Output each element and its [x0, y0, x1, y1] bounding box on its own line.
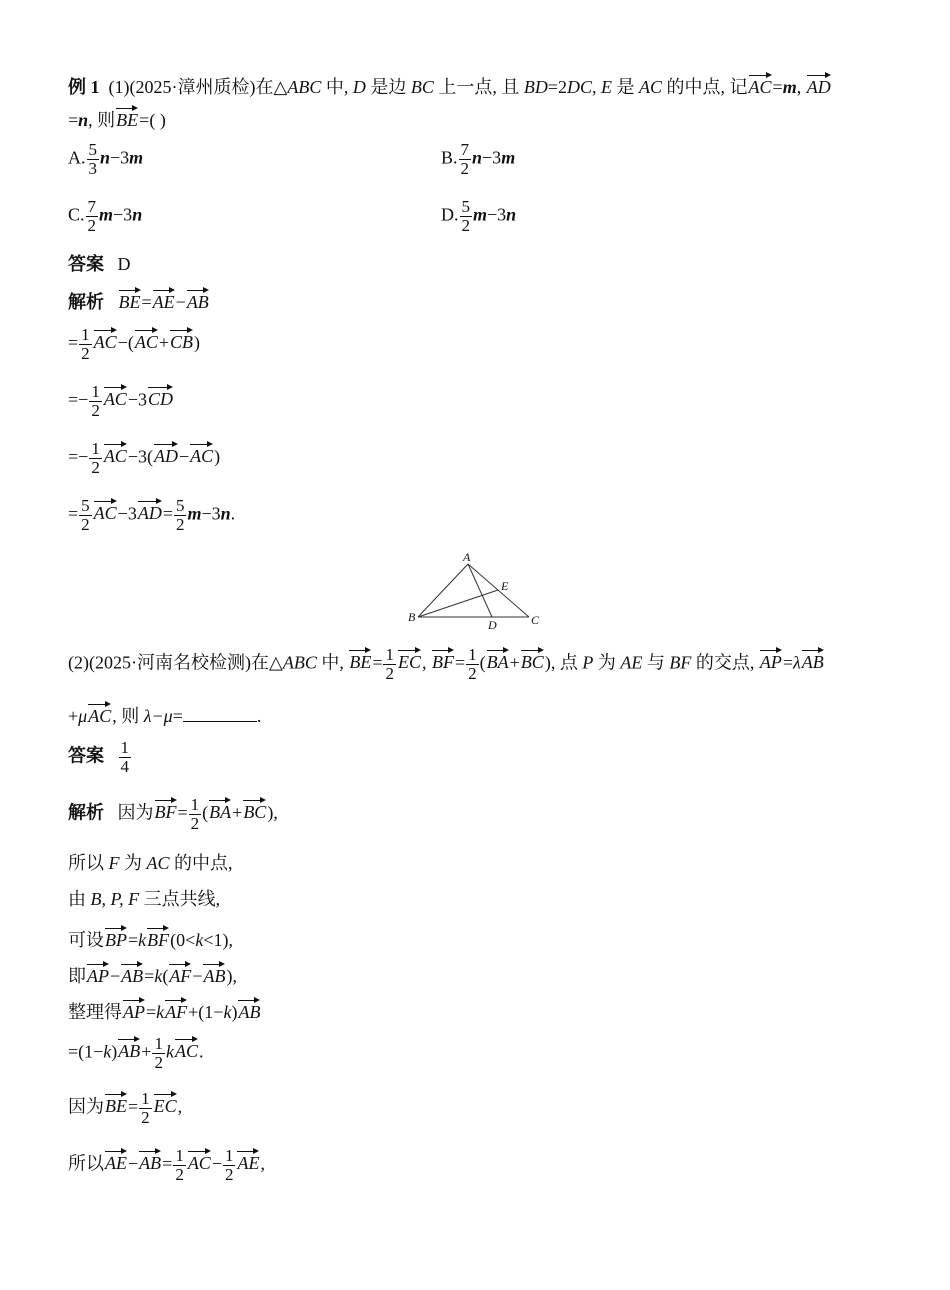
- example-label: 例 1: [68, 77, 100, 97]
- vector: AC: [190, 441, 213, 465]
- option-label: D.: [441, 204, 459, 225]
- op: =: [141, 292, 152, 312]
- op: =: [172, 706, 183, 726]
- answer-label: 答案: [68, 254, 104, 274]
- fraction: [223, 1147, 236, 1184]
- var-k: k: [165, 1041, 174, 1062]
- answer-label: 答案: [68, 745, 104, 766]
- op: ),: [226, 966, 237, 986]
- q2-text: 在△: [250, 652, 283, 673]
- triangle-figure: [400, 548, 550, 634]
- op: −: [128, 1153, 139, 1174]
- op: =: [455, 652, 466, 673]
- option-a: [68, 141, 143, 178]
- frac-den: 2: [87, 215, 97, 235]
- q1-point-e: E: [601, 77, 613, 97]
- vector: AC: [135, 327, 158, 351]
- vector: AB: [118, 1036, 140, 1060]
- frac-den: 2: [175, 514, 185, 534]
- solution-label: 解析: [68, 802, 104, 823]
- op: .: [256, 706, 262, 726]
- op: −: [211, 1153, 222, 1174]
- op: (0<: [170, 930, 196, 950]
- text: 可设: [68, 930, 104, 950]
- q1-segment-dc: DC: [567, 77, 593, 97]
- fraction: [152, 1035, 165, 1072]
- vector: AP: [87, 961, 109, 985]
- q1-text: 中,: [321, 77, 353, 97]
- var-k: k: [156, 1002, 165, 1022]
- q2-text: 中,: [316, 652, 349, 673]
- vector-ad: AD: [807, 72, 831, 96]
- frac-den: 2: [91, 457, 100, 477]
- frac-den: 2: [224, 1164, 234, 1184]
- text: 三点共线,: [139, 889, 221, 909]
- option-d: [441, 198, 516, 235]
- var: m: [99, 204, 114, 225]
- mu: μ: [78, 706, 88, 726]
- var: n: [506, 204, 517, 225]
- var: m: [187, 503, 202, 524]
- fraction: [86, 198, 99, 235]
- frac-num: 7: [460, 140, 470, 159]
- fraction: [79, 326, 92, 363]
- op: ,: [422, 652, 431, 673]
- op: =(1−: [68, 1041, 104, 1062]
- op: =−: [68, 389, 89, 410]
- op: ),: [267, 802, 278, 823]
- q1-text: , 则: [88, 110, 116, 130]
- q2-text: , 则: [112, 706, 144, 726]
- vector: AB: [187, 287, 209, 311]
- vector-ec: EC: [398, 647, 421, 671]
- q1-segment-bc: BC: [410, 77, 434, 97]
- vector-be: BE: [116, 105, 138, 129]
- vector: AB: [121, 961, 143, 985]
- op: −3: [201, 503, 221, 524]
- op: +: [509, 652, 520, 673]
- op: =: [144, 966, 155, 986]
- op: <1),: [203, 930, 233, 950]
- op: .: [198, 1041, 204, 1062]
- solution-1-line-1: [68, 326, 200, 363]
- text: 由: [68, 889, 91, 909]
- vector: BC: [243, 797, 266, 821]
- vector: AC: [104, 384, 127, 408]
- op: −: [178, 446, 190, 467]
- solution-2-line-4: [68, 961, 237, 985]
- fraction: [383, 646, 396, 683]
- vector-ac: AC: [88, 701, 111, 725]
- vector: BF: [147, 925, 169, 949]
- fraction: [139, 1090, 152, 1127]
- solution-2-line-2: [68, 890, 220, 908]
- answer-2: [68, 739, 132, 776]
- op: ,: [260, 1153, 265, 1174]
- vector-ap: AP: [760, 647, 782, 671]
- question-2-line-1: [68, 646, 825, 683]
- frac-den: 2: [385, 663, 394, 683]
- question-2-line-2: [68, 701, 261, 725]
- op: −3(: [127, 446, 153, 467]
- q1-text: =2: [547, 77, 567, 97]
- vector: EC: [154, 1091, 177, 1115]
- solution-label: 解析: [68, 292, 104, 312]
- label-d: D: [488, 618, 497, 632]
- text: 即: [68, 966, 86, 986]
- op: −3: [110, 147, 130, 168]
- vector-be: BE: [349, 647, 371, 671]
- op: +: [68, 706, 79, 726]
- var: n: [100, 147, 111, 168]
- question-1-line-1: [68, 72, 832, 96]
- vector-m: m: [782, 77, 797, 97]
- var: n: [132, 204, 143, 225]
- text: 所以: [68, 853, 109, 873]
- lambda-minus-mu: λ−μ: [143, 706, 173, 726]
- frac-den: 2: [154, 1052, 163, 1072]
- frac-den: 2: [461, 215, 470, 235]
- q2-point-p: P: [582, 652, 594, 673]
- solution-1-line-3: [68, 440, 220, 477]
- q1-answer-paren: =( ): [139, 110, 166, 130]
- vector-n: n: [78, 110, 89, 130]
- frac-num: 1: [81, 325, 90, 344]
- fraction: [87, 141, 100, 178]
- q2-text: 为: [593, 652, 621, 673]
- var: m: [473, 204, 488, 225]
- op: (: [202, 802, 209, 823]
- frac-num: 5: [81, 496, 90, 515]
- op: −: [110, 966, 121, 986]
- op: =: [162, 503, 173, 524]
- label-b: B: [408, 610, 416, 624]
- var: m: [501, 147, 516, 168]
- op: =: [146, 1002, 157, 1022]
- op: =: [68, 332, 79, 353]
- var-k: k: [195, 930, 204, 950]
- var: m: [129, 147, 144, 168]
- vector: AD: [154, 441, 178, 465]
- op: ): [111, 1041, 118, 1062]
- op: ): [214, 446, 221, 467]
- solution-1-line-0: [68, 287, 210, 311]
- op: +: [158, 332, 169, 353]
- op: =: [128, 930, 139, 950]
- vector: CB: [170, 327, 193, 351]
- frac-den: 2: [141, 1107, 150, 1127]
- answer-blank: [183, 707, 257, 722]
- frac-den: 2: [91, 400, 100, 420]
- frac-num: 1: [154, 1034, 163, 1053]
- var-k: k: [138, 930, 147, 950]
- solution-2-line-3: [68, 925, 233, 949]
- option-label: A.: [68, 147, 86, 168]
- frac-num: 1: [120, 738, 129, 757]
- q1-source: (1)(2025·漳州质检): [108, 77, 256, 97]
- vector-ba: BA: [487, 647, 509, 671]
- op: .: [230, 503, 236, 524]
- vector: AF: [165, 997, 187, 1021]
- fraction: [189, 796, 202, 833]
- side-ac: [468, 564, 529, 617]
- fraction: [173, 1147, 186, 1184]
- text: 因为: [68, 1096, 104, 1117]
- vector: BE: [119, 287, 141, 311]
- fraction: [119, 739, 132, 776]
- vector-bc: BC: [521, 647, 544, 671]
- option-c: [68, 198, 142, 235]
- points-bpf: B, P, F: [90, 889, 140, 909]
- q1-text: =: [772, 77, 783, 97]
- solution-2-line-8: [68, 1147, 265, 1184]
- answer-1: [68, 255, 131, 273]
- op: −3: [487, 204, 507, 225]
- segment-ad: [468, 564, 492, 617]
- var-k: k: [223, 1002, 232, 1022]
- frac-den: 4: [120, 756, 129, 776]
- var-k: k: [103, 1041, 112, 1062]
- vector: BF: [155, 797, 177, 821]
- vector: BE: [105, 1091, 127, 1115]
- frac-num: 1: [468, 645, 477, 664]
- vector: AE: [237, 1148, 259, 1172]
- vector: AD: [138, 498, 162, 522]
- frac-num: 1: [224, 1146, 234, 1165]
- frac-den: 2: [190, 813, 200, 833]
- q1-text: ,: [592, 77, 602, 97]
- q2-segment-ae: AE: [620, 652, 643, 673]
- frac-num: 1: [141, 1089, 150, 1108]
- option-label: C.: [68, 204, 85, 225]
- frac-num: 1: [385, 645, 394, 664]
- frac-num: 5: [175, 496, 185, 515]
- fraction: [466, 646, 479, 683]
- vector: AF: [169, 961, 191, 985]
- op: (: [479, 652, 486, 673]
- vector-bf: BF: [432, 647, 454, 671]
- vector: AC: [188, 1148, 211, 1172]
- op: −3: [117, 503, 137, 524]
- vector: AC: [94, 327, 117, 351]
- vector: AC: [175, 1036, 198, 1060]
- q1-text: =: [68, 110, 79, 130]
- q2-text: 的交点,: [691, 652, 759, 673]
- lambda: λ: [792, 652, 801, 673]
- vector-ab: AB: [802, 647, 824, 671]
- op: +: [141, 1041, 152, 1062]
- vector: AC: [104, 441, 127, 465]
- q2-source: (2)(2025·河南名校检测): [68, 652, 251, 673]
- op: −: [175, 292, 186, 312]
- fraction: [174, 497, 187, 534]
- frac-num: 7: [87, 197, 97, 216]
- vector: CD: [148, 384, 173, 408]
- op: =: [372, 652, 383, 673]
- var-k: k: [154, 966, 163, 986]
- solution-2-line-0: [68, 796, 278, 833]
- op: +(1−: [188, 1002, 224, 1022]
- vector: AB: [203, 961, 225, 985]
- q1-segment-ac: AC: [639, 77, 663, 97]
- frac-den: 2: [175, 1164, 184, 1184]
- op: (: [162, 966, 169, 986]
- var: n: [472, 147, 483, 168]
- frac-num: 5: [88, 140, 97, 159]
- frac-num: 1: [190, 795, 200, 814]
- q1-text: 是边: [365, 77, 411, 97]
- fraction: [460, 198, 473, 235]
- frac-num: 5: [461, 197, 470, 216]
- var: n: [220, 503, 231, 524]
- vector: BA: [209, 797, 231, 821]
- q1-triangle: ABC: [287, 77, 322, 97]
- frac-den: 2: [81, 514, 90, 534]
- point-f: F: [108, 853, 120, 873]
- solution-2-line-5: [68, 997, 261, 1021]
- frac-den: 3: [88, 158, 97, 178]
- vector: AC: [94, 498, 117, 522]
- vector: AB: [139, 1148, 161, 1172]
- op: =: [782, 652, 793, 673]
- fraction: [89, 440, 102, 477]
- solution-2-line-6: [68, 1035, 203, 1072]
- solution-1-line-2: [68, 383, 174, 420]
- q1-segment-bd: BD: [523, 77, 548, 97]
- frac-den: 2: [81, 343, 90, 363]
- q2-text: 与: [642, 652, 670, 673]
- op: ): [544, 652, 551, 673]
- label-a: A: [463, 550, 471, 564]
- op: ): [231, 1002, 238, 1022]
- fraction: [459, 141, 472, 178]
- op: −(: [117, 332, 134, 353]
- text: 因为: [117, 802, 154, 823]
- vector: AB: [238, 997, 260, 1021]
- op: ,: [177, 1096, 183, 1117]
- vector: AE: [105, 1148, 127, 1172]
- op: ): [194, 332, 201, 353]
- op: +: [232, 802, 243, 823]
- q1-text: 的中点, 记: [662, 77, 748, 97]
- solution-2-line-1: [68, 854, 233, 872]
- fraction: [79, 497, 92, 534]
- frac-num: 1: [91, 382, 100, 401]
- op: =−: [68, 446, 89, 467]
- op: =: [68, 503, 79, 524]
- frac-den: 2: [468, 663, 477, 683]
- frac-num: 1: [175, 1146, 184, 1165]
- q1-text: 上一点, 且: [433, 77, 524, 97]
- text: 的中点,: [169, 853, 233, 873]
- question-1-line-2: [68, 105, 166, 129]
- label-e: E: [501, 579, 509, 593]
- answer-value: D: [117, 254, 131, 274]
- fraction: [89, 383, 102, 420]
- frac-den: 2: [460, 158, 470, 178]
- q1-text: 在△: [255, 77, 288, 97]
- frac-num: 1: [91, 439, 100, 458]
- op: −3: [482, 147, 502, 168]
- op: −3: [113, 204, 133, 225]
- option-b: [441, 141, 515, 178]
- vector: AE: [153, 287, 175, 311]
- vector: AP: [123, 997, 145, 1021]
- solution-1-line-4: [68, 497, 235, 534]
- q1-point-d: D: [352, 77, 366, 97]
- solution-2-line-7: [68, 1090, 182, 1127]
- label-c: C: [531, 613, 540, 627]
- q2-text: , 点: [550, 652, 583, 673]
- op: =: [177, 802, 188, 823]
- op: −3: [127, 389, 147, 410]
- vector-ac: AC: [749, 72, 772, 96]
- q1-text: ,: [796, 77, 806, 97]
- vector: BP: [105, 925, 127, 949]
- text: 为: [119, 853, 147, 873]
- q2-triangle: ABC: [282, 652, 317, 673]
- op: −: [192, 966, 203, 986]
- op: =: [162, 1153, 173, 1174]
- op: =: [128, 1096, 139, 1117]
- text: 所以: [68, 1153, 104, 1174]
- q2-segment-bf: BF: [669, 652, 692, 673]
- option-label: B.: [441, 147, 458, 168]
- segment-ac: AC: [146, 853, 170, 873]
- text: 整理得: [68, 1002, 122, 1022]
- q1-text: 是: [612, 77, 640, 97]
